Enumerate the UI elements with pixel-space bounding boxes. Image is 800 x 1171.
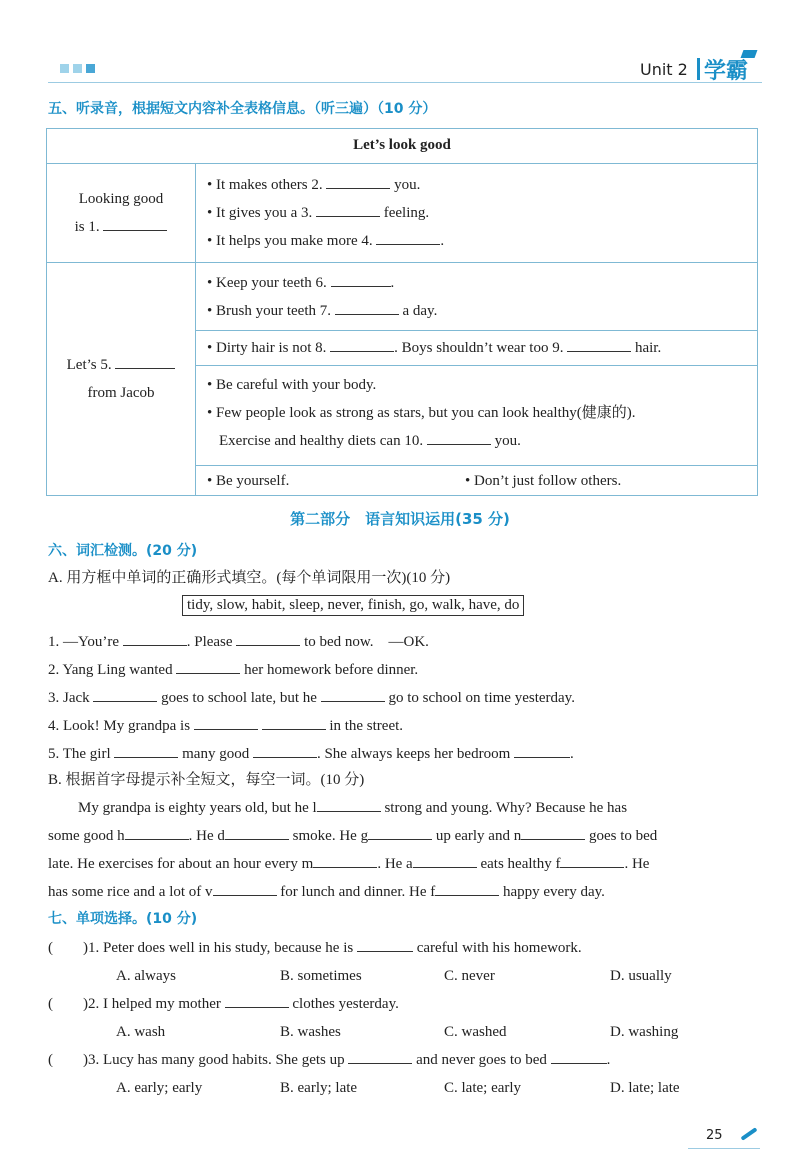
pencil-icon: [740, 1127, 757, 1141]
info-table: [46, 128, 758, 496]
table-title: Let’s look good: [353, 137, 451, 153]
word-box: tidy, slow, habit, sleep, never, finish, go, walk, have, do: [182, 595, 524, 616]
mc-question: ( )3. Lucy has many good habits. She gets up and never goes to bed .: [48, 1046, 758, 1074]
mc-options: [48, 1074, 758, 1102]
option-a[interactable]: A. early; early: [116, 1080, 203, 1096]
header-rule: [48, 82, 762, 83]
row2d: • Be yourself.: [207, 473, 290, 489]
header-decoration: [60, 64, 95, 73]
header-divider: [697, 58, 700, 80]
row2d-right: • Don’t just follow others.: [465, 473, 622, 489]
section6-questions: 1. —You’re . Please to bed now. —OK. 2. Yang Ling wanted her homework before dinner. 3. Jack goes to school late, but he go to school on time yesterday. 4. Look! My grandpa is in the street. 5. The girl many good . She always keeps her bedroom .: [48, 628, 575, 768]
option-c[interactable]: C. washed: [444, 1024, 507, 1040]
row2a: • Keep your teeth 6. . • Brush your teeth 7. a day.: [207, 269, 437, 325]
option-d[interactable]: D. washing: [610, 1024, 679, 1040]
option-a[interactable]: A. wash: [116, 1024, 166, 1040]
option-b[interactable]: B. early; late: [280, 1080, 358, 1096]
unit-label: Unit 2: [640, 60, 688, 79]
row1-right: • It makes others 2. you. • It gives you a 3. feeling. • It helps you make more 4. .: [207, 171, 444, 255]
section6-partB: B. 根据首字母提示补全短文，每空一词。(10 分): [48, 772, 365, 788]
section5-title: 五、听录音，根据短文内容补全表格信息。（听三遍）（10 分）: [48, 101, 437, 117]
mc-options: [48, 962, 758, 990]
option-b[interactable]: B. sometimes: [280, 968, 362, 984]
mc-question: ( )2. I helped my mother clothes yesterday.: [48, 990, 758, 1018]
page-number: 25: [706, 1128, 723, 1143]
mc-options: [48, 1018, 758, 1046]
option-d[interactable]: D. late; late: [610, 1080, 680, 1096]
mc-question: ( )1. Peter does well in his study, because he is careful with his homework.: [48, 934, 758, 962]
mc-questions: [48, 934, 758, 1102]
brand-logo: 学霸: [704, 59, 749, 84]
row2b: • Dirty hair is not 8. . Boys shouldn’t wear too 9. hair.: [207, 334, 661, 362]
footer-rule: [688, 1148, 760, 1149]
grad-cap-icon: [741, 50, 758, 58]
row2c: • Be careful with your body. • Few people look as strong as stars, but you can look healthy(健康的). Exercise and healthy diets can 10. you.: [207, 377, 636, 449]
option-c[interactable]: C. never: [444, 968, 495, 984]
passage: My grandpa is eighty years old, but he l strong and young. Why? Because he has some good h . He d smoke. He g up early and n goes to bed late. He exercises for about an hour every m . He a eats healthy f . He has some rice and a lot of v for lunch and dinner. He f happy every day.: [48, 794, 758, 906]
option-a[interactable]: A. always: [116, 968, 176, 984]
section7-title: 七、单项选择。(10 分): [48, 911, 198, 927]
row1-left: Looking good is 1.: [47, 185, 195, 241]
option-d[interactable]: D. usually: [610, 968, 672, 984]
option-c[interactable]: C. late; early: [444, 1080, 522, 1096]
row2-left: Let’s 5. from Jacob: [47, 351, 195, 407]
part2-title: 第二部分 语言知识运用(35 分): [290, 510, 510, 528]
option-b[interactable]: B. washes: [280, 1024, 341, 1040]
section6-title: 六、词汇检测。(20 分): [48, 543, 198, 559]
section6-partA: A. 用方框中单词的正确形式填空。(每个单词限用一次)(10 分): [48, 570, 451, 586]
